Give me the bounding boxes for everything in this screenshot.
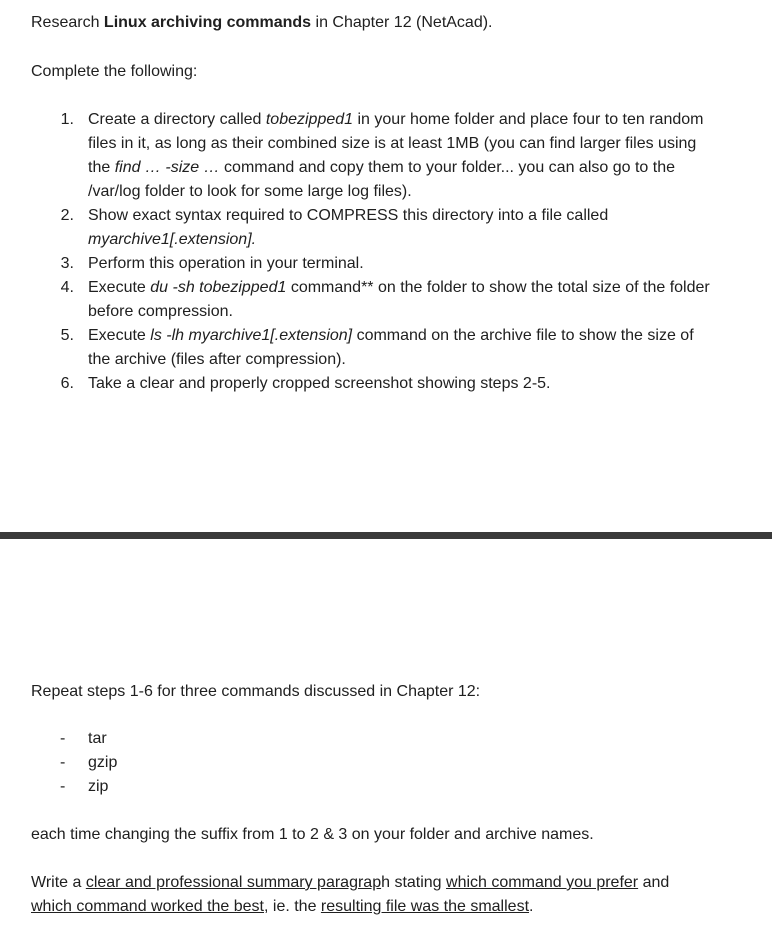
step-5-line-1 [88,326,694,346]
summary-text: Write a [31,874,86,891]
step-number: 6. [60,375,74,392]
step-1-text: Create a directory called [88,111,266,128]
step-2-line-1: Show exact syntax required to COMPRESS this directory into a file called [88,207,609,224]
step-number: 5. [60,327,74,344]
step-1-dirname: tobezipped1 [265,111,354,128]
summary-text: and [638,874,670,891]
step-3-line-1: Perform this operation in your terminal. [88,255,364,272]
step-2-archive-name: myarchive1[.extension]. [88,231,257,248]
step-1-line-3-pre: the [88,159,115,176]
step-1-line-3-post: command and copy them to your folder... you can also go to the [219,159,675,176]
summary-underline: which command worked the best [31,898,264,915]
intro-line [31,13,493,33]
step-1-line-3 [88,158,675,178]
step-1-line-4: /var/log folder to look for some large log files). [88,183,412,200]
summary-underline: which command you prefer [446,874,639,891]
step-4-line-2: before compression. [88,303,233,320]
summary-text: . [529,898,534,915]
step-1-line-2: files in it, as long as their combined size is at least 1MB (you can find larger files using [88,135,697,152]
summary-line-2 [31,897,533,917]
step-1-line-1 [88,110,703,130]
summary-underline: clear and professional summary paragrap [85,874,382,891]
step-number: 3. [60,255,74,272]
step-4-du-cmd: du -sh tobezipped1 [150,279,287,296]
step-number: 4. [60,279,74,296]
page-divider [0,532,772,539]
bullet-dash: - [60,754,66,771]
summary-line-1 [31,873,669,893]
complete-heading: Complete the following: [31,63,198,80]
step-5-line-2: the archive (files after compression). [88,351,346,368]
step-5-pre: Execute [88,327,151,344]
step-4-post: command** on the folder to show the total size of the folder [286,279,710,296]
step-5-ls-cmd: ls -lh myarchive1[.extension] [150,327,353,344]
summary-text: h stating [381,874,447,891]
step-4-pre: Execute [88,279,151,296]
command-tar: tar [88,730,107,747]
intro-post: in Chapter 12 (NetAcad). [311,14,493,31]
repeat-instruction: Repeat steps 1-6 for three commands discussed in Chapter 12: [31,683,481,700]
step-1-find-cmd: find … -size … [114,159,220,176]
bullet-dash: - [60,730,66,747]
step-number: 1. [60,111,74,128]
command-zip: zip [88,778,109,795]
summary-text: , ie. the [264,898,321,915]
step-6-line-1: Take a clear and properly cropped screenshot showing steps 2-5. [88,375,551,392]
suffix-note: each time changing the suffix from 1 to 2 & 3 on your folder and archive names. [31,826,594,843]
command-gzip: gzip [88,754,118,771]
step-4-line-1 [88,278,710,298]
intro-bold: Linux archiving commands [103,14,312,31]
step-number: 2. [60,207,74,224]
step-1-text-post: in your home folder and place four to ten random [353,111,704,128]
summary-underline: resulting file was the smallest [320,898,530,915]
bullet-dash: - [60,778,66,795]
step-5-post: command on the archive file to show the size of [352,327,694,344]
step-2-line-2 [88,230,256,250]
intro-pre: Research [31,14,104,31]
